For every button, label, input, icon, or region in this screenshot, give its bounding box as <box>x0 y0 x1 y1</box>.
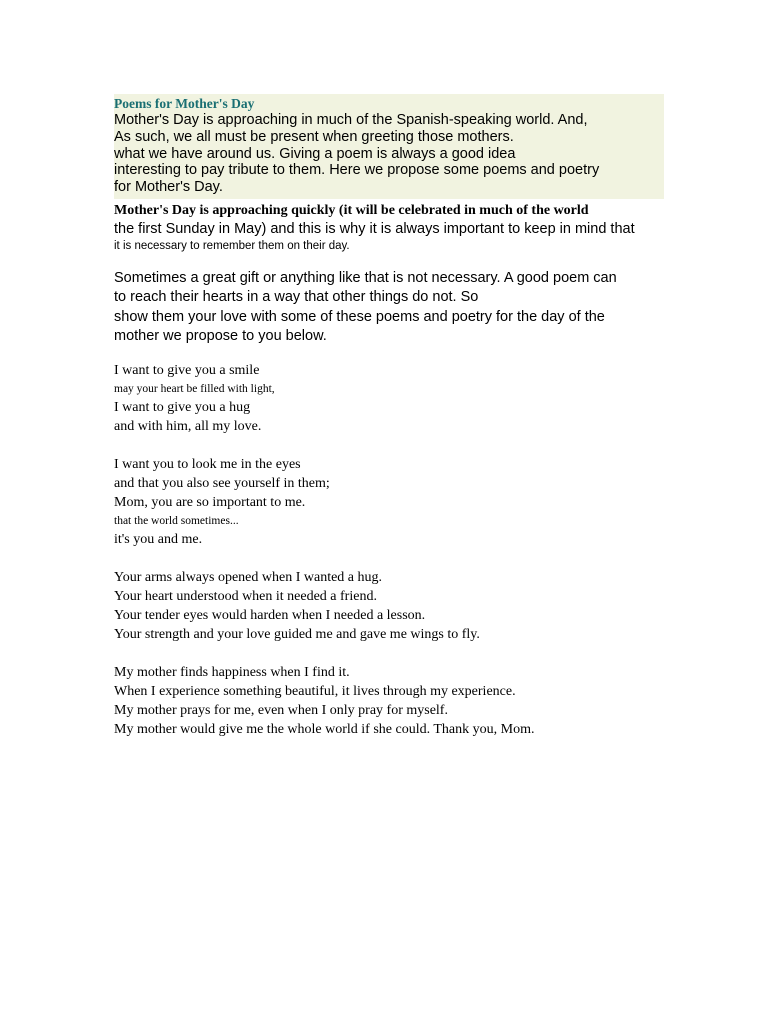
poem-line: My mother would give me the whole world if she could. Thank you, Mom. <box>114 721 535 737</box>
intro-section <box>114 94 664 196</box>
paragraph-1-small-line: it is necessary to remember them on their day. <box>114 239 350 252</box>
poem-line: I want to give you a hug <box>114 399 251 415</box>
poem-line: When I experience something beautiful, it lives through my experience. <box>114 683 516 699</box>
poem-line: My mother finds happiness when I find it. <box>114 664 350 680</box>
poem-line: and that you also see yourself in them; <box>114 475 330 491</box>
intro-line: for Mother's Day. <box>114 179 223 196</box>
poem-line: I want you to look me in the eyes <box>114 456 301 472</box>
paragraph-2-line: Sometimes a great gift or anything like that is not necessary. A good poem can <box>114 269 617 286</box>
poem-line: Your tender eyes would harden when I needed a lesson. <box>114 607 426 623</box>
poem-line: Your strength and your love guided me and gave me wings to fly. <box>114 626 480 642</box>
paragraph-1 <box>114 202 664 254</box>
intro-line: Mother's Day is approaching in much of the Spanish-speaking world. And, <box>114 112 588 128</box>
paragraph-2-line: to reach their hearts in a way that other things do not. So <box>114 289 479 306</box>
poem-stanza-4 <box>114 663 664 739</box>
paragraph-1-line: the first Sunday in May) and this is why it is always important to keep in mind that <box>114 220 635 237</box>
poem-line: may your heart be filled with light, <box>114 382 275 395</box>
intro-line: what we have around us. Giving a poem is always a good idea <box>114 145 516 162</box>
poem-line: Your arms always opened when I wanted a hug. <box>114 569 383 585</box>
poem-line: I want to give you a smile <box>114 362 260 378</box>
document-title: Poems for Mother's Day <box>114 96 255 111</box>
poem-line: that the world sometimes... <box>114 514 239 527</box>
poem-stanza-2 <box>114 455 664 549</box>
poem-line: it's you and me. <box>114 531 203 547</box>
paragraph-1-bold-line: Mother's Day is approaching quickly (it will be celebrated in much of the world <box>114 202 589 218</box>
paragraph-2 <box>114 269 664 347</box>
poem-stanza-3 <box>114 568 664 644</box>
poem-line: My mother prays for me, even when I only pray for myself. <box>114 702 448 718</box>
poem-line: Your heart understood when it needed a friend. <box>114 588 377 604</box>
document-body <box>114 94 664 739</box>
intro-line: interesting to pay tribute to them. Here we propose some poems and poetry <box>114 162 600 179</box>
poem-stanza-1 <box>114 361 664 436</box>
paragraph-2-line: mother we propose to you below. <box>114 328 327 345</box>
paragraph-2-line: show them your love with some of these poems and poetry for the day of the <box>114 308 605 325</box>
intro-line: As such, we all must be present when greeting those mothers. <box>114 128 514 145</box>
poem-line: and with him, all my love. <box>114 418 262 434</box>
poem-line: Mom, you are so important to me. <box>114 494 306 510</box>
